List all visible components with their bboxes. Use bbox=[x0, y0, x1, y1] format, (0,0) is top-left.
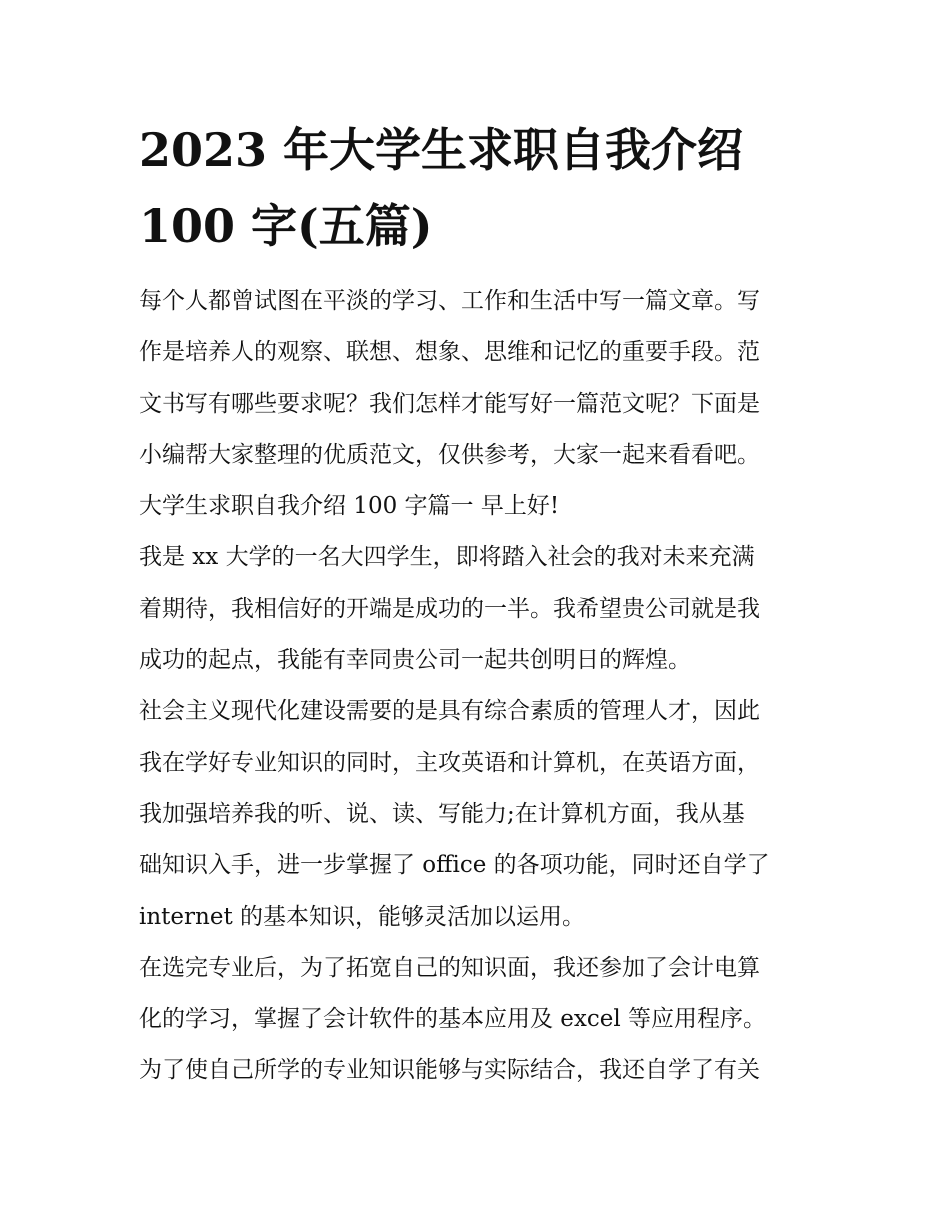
title-line-2: 100 字(五篇) bbox=[139, 199, 433, 253]
body-line: 础知识入手，进一步掌握了 office 的各项功能，同时还自学了 bbox=[139, 852, 770, 879]
document-title bbox=[139, 112, 819, 264]
body-line: 社会主义现代化建设需要的是具有综合素质的管理人才，因此 bbox=[139, 698, 760, 725]
title-line-1: 2023 年大学生求职自我介绍 bbox=[139, 123, 744, 177]
body-line: 着期待，我相信好的开端是成功的一半。我希望贵公司就是我 bbox=[139, 595, 760, 622]
document-body bbox=[139, 276, 819, 1097]
body-line: 作是培养人的观察、联想、想象、思维和记忆的重要手段。范 bbox=[139, 339, 760, 366]
body-line: 成功的起点，我能有幸同贵公司一起共创明日的辉煌。 bbox=[139, 647, 691, 674]
body-line: 文书写有哪些要求呢？我们怎样才能写好一篇范文呢？下面是 bbox=[139, 390, 760, 417]
body-line: 在选完专业后，为了拓宽自己的知识面，我还参加了会计电算 bbox=[139, 954, 760, 981]
body-line: 小编帮大家整理的优质范文，仅供参考，大家一起来看看吧。 bbox=[139, 441, 760, 468]
body-line: internet 的基本知识，能够灵活加以运用。 bbox=[139, 903, 585, 930]
body-line: 我加强培养我的听、说、读、写能力;在计算机方面，我从基 bbox=[139, 800, 745, 827]
body-line: 每个人都曾试图在平淡的学习、工作和生活中写一篇文章。写 bbox=[139, 288, 760, 314]
section-heading-line: 大学生求职自我介绍 100 字篇一 早上好! bbox=[139, 493, 560, 520]
body-line: 为了使自己所学的专业知识能够与实际结合，我还自学了有关 bbox=[139, 1057, 760, 1084]
body-line: 化的学习，掌握了会计软件的基本应用及 excel 等应用程序。 bbox=[139, 1006, 767, 1033]
body-line: 我在学好专业知识的同时，主攻英语和计算机，在英语方面， bbox=[139, 749, 760, 776]
body-line: 我是 xx 大学的一名大四学生，即将踏入社会的我对未来充满 bbox=[139, 544, 755, 571]
